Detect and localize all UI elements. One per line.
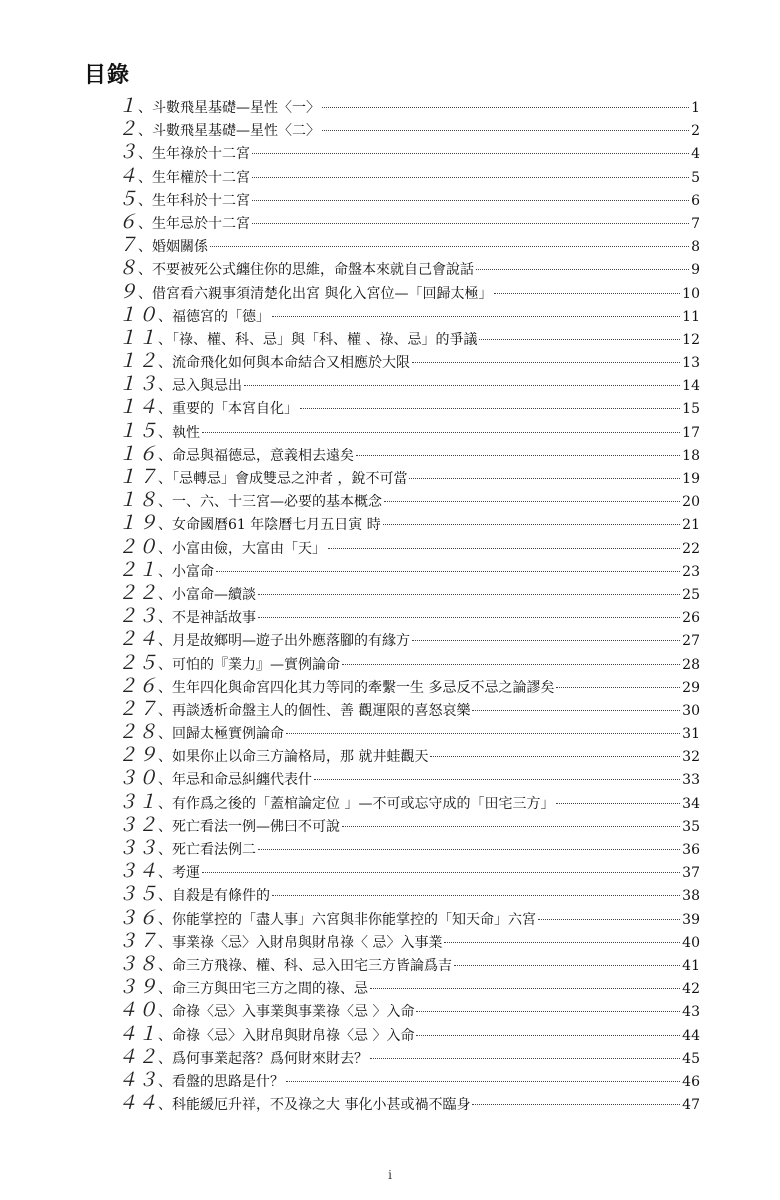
toc-dot-leader <box>202 432 680 433</box>
toc-entry-page: 5 <box>691 169 700 186</box>
toc-dot-leader <box>416 1035 680 1036</box>
toc-entry-title: 、一、六、十三宮—必要的基本概念 <box>158 494 383 511</box>
toc-entry-page: 29 <box>682 679 700 696</box>
toc-entry-title: 、如果你止以命三方論格局，那 就井蛙觀天 <box>158 749 429 766</box>
toc-entry[interactable] <box>118 721 700 744</box>
toc-list <box>118 95 700 1115</box>
toc-dot-leader <box>328 548 680 549</box>
toc-dot-leader <box>444 942 680 943</box>
toc-entry-number: ４２ <box>118 1045 159 1068</box>
toc-dot-leader <box>286 1081 680 1082</box>
toc-entry-title: 、小富命 <box>158 563 215 580</box>
toc-entry-page: 35 <box>682 818 700 835</box>
toc-entry-number: ２０ <box>118 535 159 558</box>
toc-entry[interactable] <box>118 420 700 443</box>
toc-entry-number: ２６ <box>118 674 159 697</box>
toc-entry[interactable] <box>118 582 700 605</box>
toc-entry-title: 、事業祿〈忌〉入財帛與財帛祿〈 忌〉入事業 <box>158 934 443 951</box>
toc-entry[interactable] <box>118 999 700 1022</box>
toc-dot-leader <box>342 664 680 665</box>
toc-entry-title: 、命忌與福德忌，意義相去遠矣 <box>158 447 355 464</box>
toc-entry-number: ２４ <box>118 628 159 651</box>
toc-entry[interactable] <box>118 304 700 327</box>
toc-dot-leader <box>454 965 680 966</box>
toc-dot-leader <box>412 362 680 363</box>
toc-entry-title: 、重要的「本宮自化」 <box>158 401 299 418</box>
toc-entry-title: 、年忌和命忌糾纏代表什 <box>158 772 313 789</box>
toc-entry-number: ３３ <box>118 837 159 859</box>
toc-entry-number: ３６ <box>118 906 159 929</box>
toc-entry-number: １６ <box>118 442 159 465</box>
toc-entry-page: 14 <box>682 378 700 395</box>
toc-dot-leader <box>538 919 680 920</box>
toc-entry-page: 17 <box>682 424 700 441</box>
toc-entry-number: ２５ <box>118 651 159 674</box>
toc-entry-page: 36 <box>682 842 700 858</box>
toc-entry-number: １７ <box>118 466 159 488</box>
toc-entry-page: 13 <box>682 355 700 372</box>
toc-entry-page: 37 <box>682 865 700 882</box>
toc-entry-title: 、「忌轉忌」會成雙忌之沖者 ，銳不可當 <box>158 471 408 487</box>
toc-entry-page: 7 <box>691 215 700 232</box>
toc-entry[interactable] <box>118 536 700 559</box>
toc-entry-title: 、科能緩厄升祥，不及祿之大 事化小甚或禍不臨身 <box>158 1097 471 1114</box>
toc-dot-leader <box>258 594 680 595</box>
toc-entry-title: 、生年祿於十二宮 <box>138 146 251 163</box>
toc-entry[interactable] <box>118 188 700 211</box>
toc-entry-title: 、福德宮的「德」 <box>158 308 271 325</box>
toc-dot-leader <box>383 524 680 525</box>
toc-dot-leader <box>300 408 680 409</box>
toc-entry-title: 、爲何事業起落？爲何財來財去？ <box>158 1050 369 1067</box>
toc-dot-leader <box>258 617 680 618</box>
toc-entry-page: 44 <box>682 1027 700 1044</box>
toc-entry[interactable] <box>118 860 700 883</box>
toc-entry-title: 、流命飛化如何與本命結合又相應於大限 <box>158 355 411 372</box>
toc-entry[interactable] <box>118 396 700 419</box>
toc-entry[interactable] <box>118 698 700 721</box>
toc-entry[interactable] <box>118 744 700 767</box>
toc-dot-leader <box>286 733 680 734</box>
toc-entry-page: 21 <box>682 517 700 534</box>
toc-entry[interactable] <box>118 373 700 396</box>
toc-entry-title: 、小富由儉，大富由「天」 <box>158 540 327 557</box>
toc-dot-leader <box>409 478 680 479</box>
toc-entry-page: 15 <box>682 401 700 418</box>
toc-entry[interactable] <box>118 930 700 953</box>
toc-entry[interactable] <box>118 628 700 651</box>
toc-entry-number: ４４ <box>118 1092 159 1115</box>
toc-entry-page: 25 <box>682 586 700 603</box>
toc-entry[interactable] <box>118 559 700 582</box>
toc-entry-number: ３５ <box>118 883 159 906</box>
toc-entry-title: 、執性 <box>158 424 201 441</box>
toc-entry-number: ２１ <box>118 558 159 581</box>
toc-entry-title: 、可怕的『業力』—實例論命 <box>158 656 341 673</box>
toc-entry-page: 2 <box>691 123 700 140</box>
toc-entry-title: 、婚姻關係 <box>138 239 209 256</box>
toc-entry-title: 、有作爲之後的「蓋棺論定位 」—不可或忘守成的「田宅三方」 <box>158 795 555 812</box>
toc-entry-page: 38 <box>682 888 700 905</box>
toc-entry[interactable] <box>118 883 700 906</box>
toc-entry[interactable] <box>118 1023 700 1046</box>
toc-dot-leader <box>494 293 680 294</box>
toc-entry[interactable] <box>118 837 700 860</box>
toc-entry-title: 、命三方飛祿、權、科、忌入田宅三方皆論爲吉 <box>158 957 453 974</box>
toc-entry-page: 20 <box>682 494 700 511</box>
toc-entry[interactable] <box>118 118 700 141</box>
toc-entry[interactable] <box>118 350 700 373</box>
toc-dot-leader <box>322 107 689 108</box>
toc-dot-leader <box>210 246 689 247</box>
toc-dot-leader <box>370 988 680 989</box>
toc-entry-page: 9 <box>691 262 700 279</box>
toc-entry-page: 31 <box>682 726 700 743</box>
toc-entry-page: 12 <box>682 331 700 348</box>
toc-entry-title: 、考運 <box>158 865 201 882</box>
toc-entry-page: 11 <box>682 308 700 325</box>
toc-entry[interactable] <box>118 257 700 280</box>
toc-entry-number: ４０ <box>118 999 159 1022</box>
toc-entry-title: 、你能掌控的「盡人事」六宮與非你能掌控的「知天命」六宮 <box>158 911 537 928</box>
toc-entry-number: ３９ <box>118 976 159 999</box>
toc-entry-number: １５ <box>118 419 159 442</box>
toc-entry[interactable] <box>118 675 700 698</box>
toc-entry-number: ３ <box>118 141 139 164</box>
toc-entry[interactable] <box>118 281 700 304</box>
toc-entry[interactable] <box>118 327 700 350</box>
toc-entry-title: 、自殺是有條件的 <box>158 888 271 905</box>
toc-entry[interactable] <box>118 605 700 628</box>
toc-entry-title: 、再談透析命盤主人的個性、善 觀運限的喜怒哀樂 <box>158 702 471 719</box>
toc-entry-number: ４３ <box>118 1068 159 1091</box>
toc-dot-leader <box>342 826 680 827</box>
toc-dot-leader <box>356 455 680 456</box>
toc-entry-title: 、生年權於十二宮 <box>138 169 251 186</box>
toc-entry-title: 、月是故鄉明—遊子出外應落腳的有緣方 <box>158 633 411 650</box>
toc-dot-leader <box>476 269 689 270</box>
toc-entry-title: 、忌入與忌出 <box>158 378 243 395</box>
toc-dot-leader <box>252 153 689 154</box>
toc-entry-title: 、斗數飛星基礎—星性〈一〉 <box>138 100 321 116</box>
toc-dot-leader <box>252 223 689 224</box>
toc-entry-number: １０ <box>118 303 159 326</box>
toc-entry[interactable] <box>118 1069 700 1092</box>
toc-entry-number: ９ <box>118 280 139 303</box>
toc-entry-title: 、女命國曆61 年陰曆七月五日寅 時 <box>158 517 381 534</box>
toc-entry-title: 、不要被死公式纏住你的思維，命盤本來就自己會說話 <box>138 262 475 279</box>
toc-entry-page: 6 <box>691 192 700 209</box>
toc-entry-number: １１ <box>118 326 159 349</box>
toc-dot-leader <box>258 849 680 850</box>
toc-entry[interactable] <box>118 165 700 188</box>
toc-entry[interactable] <box>118 466 700 489</box>
toc-entry[interactable] <box>118 976 700 999</box>
toc-entry-page: 46 <box>682 1073 700 1090</box>
toc-entry-page: 8 <box>691 239 700 256</box>
toc-dot-leader <box>244 385 680 386</box>
toc-entry[interactable] <box>118 814 700 837</box>
toc-dot-leader <box>384 501 680 502</box>
toc-entry-number: ３７ <box>118 929 159 952</box>
toc-entry-title: 、小富命—續談 <box>158 586 257 603</box>
toc-entry[interactable] <box>118 1092 700 1115</box>
toc-dot-leader <box>202 872 680 873</box>
toc-dot-leader <box>252 177 689 178</box>
toc-dot-leader <box>252 200 689 201</box>
toc-dot-leader <box>216 571 680 572</box>
toc-entry[interactable] <box>118 767 700 790</box>
toc-entry-number: ２３ <box>118 605 159 628</box>
toc-entry[interactable] <box>118 791 700 814</box>
toc-entry-page: 43 <box>682 1004 700 1021</box>
toc-entry-number: ２９ <box>118 744 159 767</box>
toc-entry-page: 33 <box>682 772 700 789</box>
toc-entry-page: 27 <box>682 633 700 650</box>
toc-entry-title: 、借宮看六親事須清楚化出宮 與化入宮位—「回歸太極」 <box>138 285 493 302</box>
toc-entry-title: 、「祿、權、科、忌」與「科、權 、祿、忌」的爭議 <box>158 331 478 348</box>
toc-entry-page: 30 <box>682 702 700 719</box>
toc-dot-leader <box>314 779 680 780</box>
toc-entry-page: 39 <box>682 911 700 928</box>
toc-entry-number: １３ <box>118 373 159 396</box>
toc-entry-number: ３１ <box>118 790 159 813</box>
toc-entry-number: ２２ <box>118 581 159 604</box>
toc-entry-number: ３０ <box>118 767 159 790</box>
toc-entry-title: 、斗數飛星基礎—星性〈二〉 <box>138 123 321 140</box>
toc-entry-title: 、命三方與田宅三方之間的祿、忌 <box>158 981 369 998</box>
toc-entry-page: 4 <box>691 146 700 163</box>
toc-entry[interactable] <box>118 489 700 512</box>
toc-entry-page: 1 <box>691 100 700 116</box>
toc-entry[interactable] <box>118 652 700 675</box>
page-number-footer: i <box>388 1168 392 1182</box>
toc-entry-title: 、死亡看法例二 <box>158 842 257 858</box>
toc-entry-title: 、死亡看法一例—佛曰不可說 <box>158 818 341 835</box>
toc-entry-number: １ <box>118 95 139 117</box>
toc-entry-title: 、命祿〈忌〉入事業與事業祿〈忌 〉入命 <box>158 1004 415 1021</box>
toc-dot-leader <box>370 1058 680 1059</box>
toc-entry[interactable] <box>118 907 700 930</box>
toc-entry-page: 10 <box>682 285 700 302</box>
toc-entry-page: 22 <box>682 540 700 557</box>
toc-dot-leader <box>556 803 680 804</box>
toc-entry-title: 、看盤的思路是什？ <box>158 1073 285 1090</box>
toc-entry[interactable] <box>118 211 700 234</box>
toc-entry[interactable] <box>118 1046 700 1069</box>
toc-entry-page: 34 <box>682 795 700 812</box>
toc-entry-number: ３８ <box>118 952 159 975</box>
toc-entry-number: １８ <box>118 489 159 512</box>
toc-dot-leader <box>322 130 689 131</box>
toc-entry-page: 40 <box>682 934 700 951</box>
toc-dot-leader <box>430 756 680 757</box>
toc-entry[interactable] <box>118 953 700 976</box>
toc-entry[interactable] <box>118 141 700 164</box>
toc-entry[interactable] <box>118 443 700 466</box>
toc-dot-leader <box>472 710 680 711</box>
toc-entry-number: ３２ <box>118 813 159 836</box>
toc-entry-number: ２ <box>118 118 139 141</box>
toc-entry-page: 41 <box>682 957 700 974</box>
toc-entry-page: 18 <box>682 447 700 464</box>
toc-entry-number: ７ <box>118 234 139 257</box>
toc-entry-number: ２８ <box>118 721 159 744</box>
toc-entry-number: ６ <box>118 210 139 233</box>
toc-entry-title: 、生年四化與命宮四化其力等同的牽繫一生 多忌反不忌之論謬矣 <box>158 679 555 696</box>
toc-entry[interactable] <box>118 95 700 118</box>
toc-entry-page: 19 <box>682 471 700 487</box>
toc-entry-title: 、回歸太極實例論命 <box>158 726 285 743</box>
toc-entry-number: １９ <box>118 512 159 535</box>
toc-dot-leader <box>556 687 680 688</box>
toc-entry-page: 47 <box>682 1097 700 1114</box>
toc-entry[interactable] <box>118 512 700 535</box>
toc-entry-page: 32 <box>682 749 700 766</box>
toc-entry-page: 28 <box>682 656 700 673</box>
page-title: 目錄 <box>84 63 131 88</box>
toc-entry-number: ８ <box>118 257 139 280</box>
toc-dot-leader <box>472 1104 680 1105</box>
toc-entry-number: ２７ <box>118 697 159 720</box>
toc-entry-page: 26 <box>682 610 700 627</box>
toc-entry[interactable] <box>118 234 700 257</box>
toc-entry-page: 23 <box>682 563 700 580</box>
toc-entry-title: 、生年科於十二宮 <box>138 192 251 209</box>
toc-dot-leader <box>412 640 680 641</box>
toc-entry-title: 、生年忌於十二宮 <box>138 215 251 232</box>
toc-entry-number: ５ <box>118 187 139 210</box>
toc-dot-leader <box>272 895 680 896</box>
toc-entry-title: 、命祿〈忌〉入財帛與財帛祿〈忌 〉入命 <box>158 1027 415 1044</box>
toc-entry-number: １２ <box>118 350 159 373</box>
toc-entry-number: ４１ <box>118 1022 159 1045</box>
toc-entry-title: 、不是神話故事 <box>158 610 257 627</box>
toc-entry-number: １４ <box>118 396 159 419</box>
toc-entry-page: 42 <box>682 981 700 998</box>
toc-dot-leader <box>416 1011 680 1012</box>
toc-entry-number: ３４ <box>118 860 159 883</box>
toc-dot-leader <box>479 339 680 340</box>
toc-dot-leader <box>272 316 680 317</box>
toc-entry-page: 45 <box>682 1050 700 1067</box>
toc-entry-number: ４ <box>118 164 139 187</box>
